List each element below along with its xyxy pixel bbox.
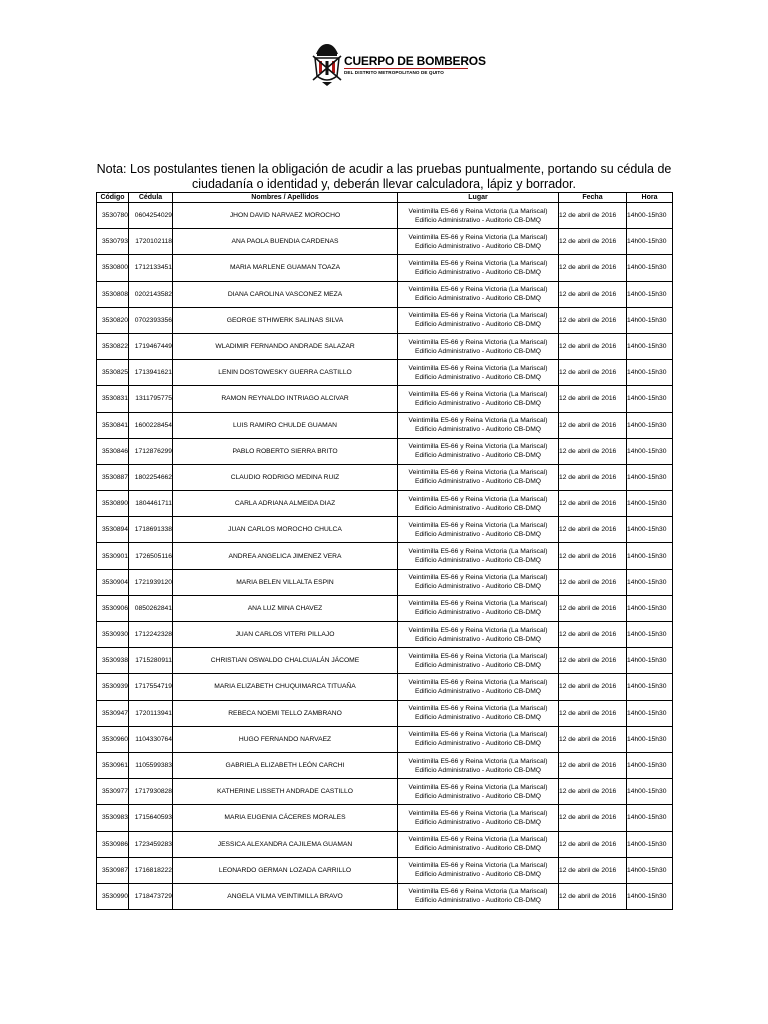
cell-cedula: 1726505116 (129, 543, 173, 569)
cell-nombre: MARIA ELIZABETH CHUQUIMARCA TITUAÑA (173, 674, 398, 700)
table-row (97, 517, 673, 543)
cell-lugar (398, 307, 559, 333)
cell-lugar (398, 386, 559, 412)
lugar-line-venue: Edificio Administrativo - Auditorio CB-DMQ (415, 530, 541, 538)
lugar-line-venue: Edificio Administrativo - Auditorio CB-DMQ (415, 452, 541, 460)
cell-lugar (398, 517, 559, 543)
cell-fecha: 12 de abril de 2016 (559, 360, 627, 386)
cell-lugar (398, 543, 559, 569)
cell-lugar (398, 491, 559, 517)
table-row (97, 595, 673, 621)
cell-codigo: 3530822 (97, 333, 129, 359)
lugar-line-address: Veintimilla E5-66 y Reina Victoria (La Mariscal) (408, 443, 548, 451)
column-header-hora: Hora (627, 193, 673, 203)
cell-hora: 14h00-15h30 (627, 307, 673, 333)
lugar-line-address: Veintimilla E5-66 y Reina Victoria (La Mariscal) (408, 286, 548, 294)
cell-lugar (398, 255, 559, 281)
lugar-line-venue: Edificio Administrativo - Auditorio CB-DMQ (415, 268, 541, 276)
lugar-line-address: Veintimilla E5-66 y Reina Victoria (La Mariscal) (408, 862, 548, 870)
table-row (97, 831, 673, 857)
cell-nombre: ANA LUZ MINA CHAVEZ (173, 595, 398, 621)
cell-fecha: 12 de abril de 2016 (559, 438, 627, 464)
cell-codigo: 3530808 (97, 281, 129, 307)
cell-hora: 14h00-15h30 (627, 517, 673, 543)
lugar-line-venue: Edificio Administrativo - Auditorio CB-DMQ (415, 426, 541, 434)
cell-hora: 14h00-15h30 (627, 255, 673, 281)
cell-fecha: 12 de abril de 2016 (559, 543, 627, 569)
lugar-line-venue: Edificio Administrativo - Auditorio CB-DMQ (415, 661, 541, 669)
lugar-line-address: Veintimilla E5-66 y Reina Victoria (La Mariscal) (408, 233, 548, 241)
table-row (97, 281, 673, 307)
lugar-line-venue: Edificio Administrativo - Auditorio CB-DMQ (415, 740, 541, 748)
lugar-line-venue: Edificio Administrativo - Auditorio CB-DMQ (415, 687, 541, 695)
cell-lugar (398, 412, 559, 438)
cell-nombre: GEORGE STHIWERK SALINAS SILVA (173, 307, 398, 333)
cell-hora: 14h00-15h30 (627, 779, 673, 805)
lugar-line-venue: Edificio Administrativo - Auditorio CB-DMQ (415, 321, 541, 329)
lugar-line-venue: Edificio Administrativo - Auditorio CB-DMQ (415, 609, 541, 617)
lugar-line-venue: Edificio Administrativo - Auditorio CB-DMQ (415, 242, 541, 250)
cell-nombre: ANGELA VILMA VEINTIMILLA BRAVO (173, 883, 398, 909)
table-row (97, 386, 673, 412)
cell-nombre: CARLA ADRIANA ALMEIDA DIAZ (173, 491, 398, 517)
table-header-row (97, 193, 673, 203)
lugar-line-venue: Edificio Administrativo - Auditorio CB-DMQ (415, 295, 541, 303)
cell-lugar (398, 857, 559, 883)
lugar-line-address: Veintimilla E5-66 y Reina Victoria (La Mariscal) (408, 207, 548, 215)
lugar-line-venue: Edificio Administrativo - Auditorio CB-DMQ (415, 216, 541, 224)
cell-hora: 14h00-15h30 (627, 491, 673, 517)
table-row (97, 752, 673, 778)
lugar-line-address: Veintimilla E5-66 y Reina Victoria (La Mariscal) (408, 809, 548, 817)
cell-hora: 14h00-15h30 (627, 412, 673, 438)
cell-nombre: JHON DAVID NARVAEZ MOROCHO (173, 203, 398, 229)
table-row (97, 569, 673, 595)
cell-fecha: 12 de abril de 2016 (559, 883, 627, 909)
cell-fecha: 12 de abril de 2016 (559, 779, 627, 805)
lugar-line-venue: Edificio Administrativo - Auditorio CB-DMQ (415, 845, 541, 853)
cell-fecha: 12 de abril de 2016 (559, 412, 627, 438)
cell-fecha: 12 de abril de 2016 (559, 464, 627, 490)
cell-nombre: KATHERINE LISSETH ANDRADE CASTILLO (173, 779, 398, 805)
cell-cedula: 1600228454 (129, 412, 173, 438)
org-divider (344, 68, 468, 69)
lugar-line-venue: Edificio Administrativo - Auditorio CB-DMQ (415, 792, 541, 800)
lugar-line-venue: Edificio Administrativo - Auditorio CB-DMQ (415, 347, 541, 355)
cell-nombre: MARIA BELEN VILLALTA ESPIN (173, 569, 398, 595)
cell-hora: 14h00-15h30 (627, 700, 673, 726)
cell-nombre: RAMON REYNALDO INTRIAGO ALCIVAR (173, 386, 398, 412)
cell-hora: 14h00-15h30 (627, 281, 673, 307)
cell-codigo: 3530887 (97, 464, 129, 490)
table-row (97, 543, 673, 569)
cell-hora: 14h00-15h30 (627, 229, 673, 255)
cell-cedula: 1721939120 (129, 569, 173, 595)
cell-hora: 14h00-15h30 (627, 569, 673, 595)
lugar-line-address: Veintimilla E5-66 y Reina Victoria (La Mariscal) (408, 705, 548, 713)
lugar-line-address: Veintimilla E5-66 y Reina Victoria (La Mariscal) (408, 469, 548, 477)
cell-codigo: 3530961 (97, 752, 129, 778)
table-row (97, 648, 673, 674)
table-row (97, 805, 673, 831)
lugar-line-address: Veintimilla E5-66 y Reina Victoria (La Mariscal) (408, 783, 548, 791)
cell-cedula: 1715640593 (129, 805, 173, 831)
cell-fecha: 12 de abril de 2016 (559, 805, 627, 831)
cell-hora: 14h00-15h30 (627, 438, 673, 464)
cell-hora: 14h00-15h30 (627, 805, 673, 831)
cell-hora: 14h00-15h30 (627, 464, 673, 490)
cell-hora: 14h00-15h30 (627, 726, 673, 752)
table-row (97, 726, 673, 752)
lugar-line-address: Veintimilla E5-66 y Reina Victoria (La Mariscal) (408, 574, 548, 582)
cell-nombre: PABLO ROBERTO SIERRA BRITO (173, 438, 398, 464)
cell-hora: 14h00-15h30 (627, 831, 673, 857)
cell-lugar (398, 674, 559, 700)
table-row (97, 255, 673, 281)
cell-fecha: 12 de abril de 2016 (559, 752, 627, 778)
cell-lugar (398, 203, 559, 229)
lugar-line-venue: Edificio Administrativo - Auditorio CB-DMQ (415, 399, 541, 407)
cell-nombre: CHRISTIAN OSWALDO CHALCUALÁN JÁCOME (173, 648, 398, 674)
cell-lugar (398, 464, 559, 490)
cell-lugar (398, 438, 559, 464)
cell-fecha: 12 de abril de 2016 (559, 648, 627, 674)
cell-hora: 14h00-15h30 (627, 595, 673, 621)
cell-cedula: 1712133451 (129, 255, 173, 281)
cell-codigo: 3530793 (97, 229, 129, 255)
cell-codigo: 3530780 (97, 203, 129, 229)
table-row (97, 438, 673, 464)
cell-nombre: LUIS RAMIRO CHULDE GUAMAN (173, 412, 398, 438)
table-row (97, 883, 673, 909)
lugar-line-address: Veintimilla E5-66 y Reina Victoria (La Mariscal) (408, 390, 548, 398)
cell-cedula: 1712242328 (129, 622, 173, 648)
column-header-cedula: Cédula (129, 193, 173, 203)
cell-codigo: 3530841 (97, 412, 129, 438)
cell-hora: 14h00-15h30 (627, 648, 673, 674)
lugar-line-address: Veintimilla E5-66 y Reina Victoria (La Mariscal) (408, 521, 548, 529)
table-row (97, 491, 673, 517)
cell-hora: 14h00-15h30 (627, 333, 673, 359)
table-row (97, 333, 673, 359)
cell-fecha: 12 de abril de 2016 (559, 857, 627, 883)
cell-lugar (398, 622, 559, 648)
cell-lugar (398, 360, 559, 386)
cell-cedula: 1105599383 (129, 752, 173, 778)
cell-cedula: 1717554719 (129, 674, 173, 700)
lugar-line-venue: Edificio Administrativo - Auditorio CB-DMQ (415, 714, 541, 722)
cell-codigo: 3530820 (97, 307, 129, 333)
cell-codigo: 3530930 (97, 622, 129, 648)
cell-codigo: 3530846 (97, 438, 129, 464)
lugar-line-venue: Edificio Administrativo - Auditorio CB-DMQ (415, 504, 541, 512)
lugar-line-venue: Edificio Administrativo - Auditorio CB-DMQ (415, 897, 541, 905)
cell-hora: 14h00-15h30 (627, 857, 673, 883)
cell-codigo: 3530977 (97, 779, 129, 805)
cell-hora: 14h00-15h30 (627, 752, 673, 778)
column-header-lugar: Lugar (398, 193, 559, 203)
cell-lugar (398, 883, 559, 909)
cell-fecha: 12 de abril de 2016 (559, 386, 627, 412)
cell-codigo: 3530947 (97, 700, 129, 726)
table-row (97, 203, 673, 229)
cell-codigo: 3530894 (97, 517, 129, 543)
cell-fecha: 12 de abril de 2016 (559, 517, 627, 543)
cell-lugar (398, 805, 559, 831)
cell-codigo: 3530890 (97, 491, 129, 517)
cell-fecha: 12 de abril de 2016 (559, 255, 627, 281)
lugar-line-address: Veintimilla E5-66 y Reina Victoria (La Mariscal) (408, 757, 548, 765)
cell-cedula: 1716818222 (129, 857, 173, 883)
cell-nombre: WLADIMIR FERNANDO ANDRADE SALAZAR (173, 333, 398, 359)
cell-hora: 14h00-15h30 (627, 543, 673, 569)
cell-lugar (398, 229, 559, 255)
cell-fecha: 12 de abril de 2016 (559, 569, 627, 595)
table-row (97, 307, 673, 333)
candidates-table (96, 192, 673, 910)
cell-cedula: 0702393356 (129, 307, 173, 333)
lugar-line-venue: Edificio Administrativo - Auditorio CB-DMQ (415, 635, 541, 643)
cell-codigo: 3530906 (97, 595, 129, 621)
column-header-fecha: Fecha (559, 193, 627, 203)
cell-nombre: JESSICA ALEXANDRA CAJILEMA GUAMAN (173, 831, 398, 857)
cell-fecha: 12 de abril de 2016 (559, 307, 627, 333)
lugar-line-venue: Edificio Administrativo - Auditorio CB-DMQ (415, 766, 541, 774)
cell-cedula: 1712876299 (129, 438, 173, 464)
cell-nombre: LEONARDO GERMAN LOZADA CARRILLO (173, 857, 398, 883)
lugar-line-address: Veintimilla E5-66 y Reina Victoria (La Mariscal) (408, 626, 548, 634)
cell-lugar (398, 831, 559, 857)
cell-nombre: MARIA EUGENIA CÁCERES MORALES (173, 805, 398, 831)
table-row (97, 674, 673, 700)
lugar-line-address: Veintimilla E5-66 y Reina Victoria (La Mariscal) (408, 364, 548, 372)
cell-lugar (398, 779, 559, 805)
cell-nombre: LENIN DOSTOWESKY GUERRA CASTILLO (173, 360, 398, 386)
cell-cedula: 1720102118 (129, 229, 173, 255)
table-row (97, 857, 673, 883)
cell-codigo: 3530987 (97, 857, 129, 883)
cell-fecha: 12 de abril de 2016 (559, 726, 627, 752)
cell-hora: 14h00-15h30 (627, 674, 673, 700)
cell-codigo: 3530800 (97, 255, 129, 281)
lugar-line-address: Veintimilla E5-66 y Reina Victoria (La Mariscal) (408, 600, 548, 608)
cell-codigo: 3530831 (97, 386, 129, 412)
cell-cedula: 0604254029 (129, 203, 173, 229)
cell-fecha: 12 de abril de 2016 (559, 203, 627, 229)
column-header-nombres: Nombres / Apellidos (173, 193, 398, 203)
table-row (97, 360, 673, 386)
cell-codigo: 3530901 (97, 543, 129, 569)
column-header-codigo: Código (97, 193, 129, 203)
lugar-line-address: Veintimilla E5-66 y Reina Victoria (La Mariscal) (408, 495, 548, 503)
cell-fecha: 12 de abril de 2016 (559, 491, 627, 517)
lugar-line-address: Veintimilla E5-66 y Reina Victoria (La Mariscal) (408, 417, 548, 425)
cell-nombre: ANDREA ANGELICA JIMENEZ VERA (173, 543, 398, 569)
cell-fecha: 12 de abril de 2016 (559, 595, 627, 621)
cell-nombre: GABRIELA ELIZABETH LEÓN CARCHI (173, 752, 398, 778)
org-subtitle: DEL DISTRITO METROPOLITANO DE QUITO (344, 70, 444, 75)
cell-fecha: 12 de abril de 2016 (559, 831, 627, 857)
cell-nombre: ANA PAOLA BUENDIA CARDENAS (173, 229, 398, 255)
cell-lugar (398, 726, 559, 752)
lugar-line-venue: Edificio Administrativo - Auditorio CB-DMQ (415, 818, 541, 826)
cell-cedula: 1804461711 (129, 491, 173, 517)
cell-cedula: 1720113941 (129, 700, 173, 726)
lugar-line-address: Veintimilla E5-66 y Reina Victoria (La Mariscal) (408, 548, 548, 556)
cell-cedula: 1713941621 (129, 360, 173, 386)
lugar-line-address: Veintimilla E5-66 y Reina Victoria (La Mariscal) (408, 338, 548, 346)
cell-nombre: MARIA MARLENE GUAMAN TOAZA (173, 255, 398, 281)
lugar-line-address: Veintimilla E5-66 y Reina Victoria (La Mariscal) (408, 888, 548, 896)
cell-lugar (398, 595, 559, 621)
lugar-line-venue: Edificio Administrativo - Auditorio CB-DMQ (415, 373, 541, 381)
cell-cedula: 1802254662 (129, 464, 173, 490)
cell-cedula: 0202143582 (129, 281, 173, 307)
table-row (97, 622, 673, 648)
cell-lugar (398, 752, 559, 778)
cell-cedula: 1719467449 (129, 333, 173, 359)
cell-codigo: 3530986 (97, 831, 129, 857)
cell-hora: 14h00-15h30 (627, 386, 673, 412)
lugar-line-address: Veintimilla E5-66 y Reina Victoria (La Mariscal) (408, 836, 548, 844)
cell-lugar (398, 333, 559, 359)
lugar-line-address: Veintimilla E5-66 y Reina Victoria (La Mariscal) (408, 259, 548, 267)
cell-nombre: HUGO FERNANDO NARVAEZ (173, 726, 398, 752)
cell-lugar (398, 281, 559, 307)
lugar-line-address: Veintimilla E5-66 y Reina Victoria (La Mariscal) (408, 678, 548, 686)
cell-codigo: 3530825 (97, 360, 129, 386)
cell-hora: 14h00-15h30 (627, 622, 673, 648)
cell-cedula: 0850262841 (129, 595, 173, 621)
cell-lugar (398, 569, 559, 595)
cell-codigo: 3530983 (97, 805, 129, 831)
cell-fecha: 12 de abril de 2016 (559, 674, 627, 700)
cell-fecha: 12 de abril de 2016 (559, 333, 627, 359)
cell-fecha: 12 de abril de 2016 (559, 281, 627, 307)
cell-fecha: 12 de abril de 2016 (559, 229, 627, 255)
cell-cedula: 1311795775 (129, 386, 173, 412)
table-row (97, 229, 673, 255)
lugar-line-venue: Edificio Administrativo - Auditorio CB-DMQ (415, 871, 541, 879)
cell-cedula: 1718691338 (129, 517, 173, 543)
cell-nombre: DIANA CAROLINA VASCONEZ MEZA (173, 281, 398, 307)
fire-brigade-emblem-icon (310, 40, 344, 86)
cell-codigo: 3530939 (97, 674, 129, 700)
cell-cedula: 1715280911 (129, 648, 173, 674)
cell-codigo: 3530938 (97, 648, 129, 674)
cell-fecha: 12 de abril de 2016 (559, 700, 627, 726)
instructions-note: Nota: Los postulantes tienen la obligación de acudir a las pruebas puntualmente, portando su cédula de ciudadanía o identidad y, deberán llevar calculadora, lápiz y borrador. (96, 162, 672, 191)
cell-codigo: 3530960 (97, 726, 129, 752)
cell-cedula: 1104330764 (129, 726, 173, 752)
cell-cedula: 1717930828 (129, 779, 173, 805)
cell-codigo: 3530990 (97, 883, 129, 909)
cell-nombre: REBECA NOEMI TELLO ZAMBRANO (173, 700, 398, 726)
cell-hora: 14h00-15h30 (627, 203, 673, 229)
lugar-line-venue: Edificio Administrativo - Auditorio CB-DMQ (415, 583, 541, 591)
table-row (97, 700, 673, 726)
cell-lugar (398, 700, 559, 726)
cell-nombre: CLAUDIO RODRIGO MEDINA RUIZ (173, 464, 398, 490)
cell-codigo: 3530904 (97, 569, 129, 595)
org-title: CUERPO DE BOMBEROS (344, 54, 486, 68)
lugar-line-venue: Edificio Administrativo - Auditorio CB-DMQ (415, 478, 541, 486)
table-row (97, 464, 673, 490)
cell-cedula: 1723459283 (129, 831, 173, 857)
cell-hora: 14h00-15h30 (627, 360, 673, 386)
cell-nombre: JUAN CARLOS VITERI PILLAJO (173, 622, 398, 648)
table-body (97, 203, 673, 910)
lugar-line-address: Veintimilla E5-66 y Reina Victoria (La Mariscal) (408, 731, 548, 739)
cell-fecha: 12 de abril de 2016 (559, 622, 627, 648)
cell-nombre: JUAN CARLOS MOROCHO CHULCA (173, 517, 398, 543)
cell-lugar (398, 648, 559, 674)
cell-hora: 14h00-15h30 (627, 883, 673, 909)
table-row (97, 779, 673, 805)
cell-cedula: 1718473729 (129, 883, 173, 909)
lugar-line-address: Veintimilla E5-66 y Reina Victoria (La Mariscal) (408, 312, 548, 320)
lugar-line-address: Veintimilla E5-66 y Reina Victoria (La Mariscal) (408, 652, 548, 660)
table-row (97, 412, 673, 438)
lugar-line-venue: Edificio Administrativo - Auditorio CB-DMQ (415, 557, 541, 565)
org-logo (310, 40, 490, 86)
